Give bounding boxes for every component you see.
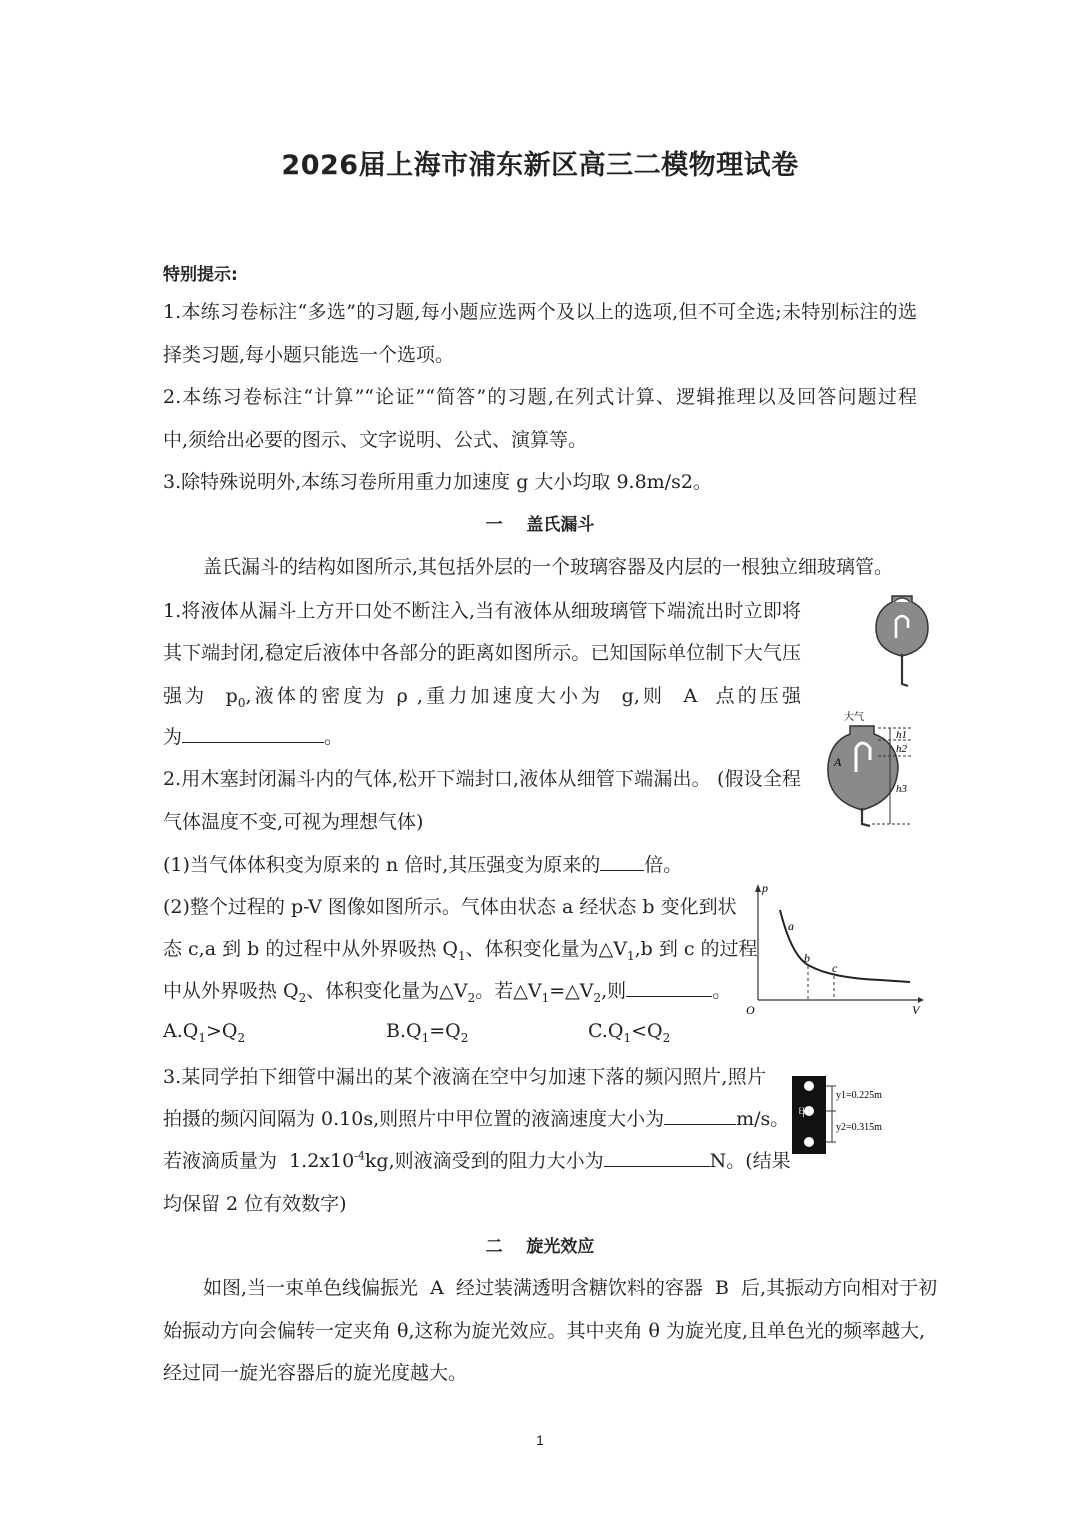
notes-item2-line2: 中,须给出必要的图示、文字说明、公式、演算等。 — [163, 429, 588, 451]
y1-label: y1=0.225m — [836, 1090, 882, 1101]
option-a[interactable]: $A.Q_1>Q_2$ — [163, 1020, 246, 1045]
section1-intro: 盖氏漏斗的结构如图所示,其包括外层的一个玻璃容器及内层的一根独立细玻璃管。 — [203, 556, 894, 578]
jia-label: 甲 — [798, 1107, 809, 1119]
page-number: 1 — [536, 1432, 544, 1448]
state-c-label: c — [832, 961, 838, 975]
q1-line1: 1.将液体从漏斗上方开口处不断注入,当有液体从细玻璃管下端流出时立即将 — [163, 600, 801, 622]
q3-line1: 3.某同学拍下细管中漏出的某个液滴在空中匀加速下落的频闪照片,照片 — [163, 1066, 766, 1088]
q1-line2: 其下端封闭,稳定后液体中各部分的距离如图所示。已知国际单位制下大气压 — [163, 642, 801, 664]
q2-line1: 2.用木塞封闭漏斗内的气体,松开下端封口,液体从细管下端漏出。 (假设全程 — [163, 768, 801, 790]
q3-force-blank[interactable] — [604, 1148, 710, 1167]
v-axis-label: V — [912, 1003, 920, 1017]
h3-label: h3 — [896, 783, 907, 795]
drop-3 — [804, 1137, 814, 1147]
option-c[interactable]: $C.Q_1<Q_2$ — [588, 1020, 671, 1045]
pv-graph — [740, 880, 925, 1020]
option-b[interactable]: $B.Q_1=Q_2$ — [386, 1020, 469, 1045]
notes-heading: 特别提示: — [163, 265, 238, 285]
origin-label: O — [746, 1003, 755, 1017]
section2-line3: 经过同一旋光容器后的旋光度越大。 — [163, 1362, 468, 1384]
strobe-photo-figure — [790, 1074, 920, 1156]
q2-part1: (1)当气体体积变为原来的 n 倍时,其压强变为原来的 倍。 — [163, 854, 683, 876]
q2-part2-line1: (2)整个过程的 p-V 图像如图所示。气体由状态 a 经状态 b 变化到状 — [163, 896, 737, 918]
h2-label: h2 — [896, 743, 907, 755]
state-a-label: a — [788, 919, 794, 933]
q2-part2-answer-blank[interactable] — [626, 978, 712, 997]
q1-line3: 强为 $p_0$,液体的密度为 ρ ,重力加速度大小为 g,则 A 点的压强 — [163, 685, 801, 710]
funnel-small-body — [876, 596, 928, 656]
point-a-label: A — [834, 755, 842, 769]
notes-item2-line1: 2.本练习卷标注“计算”“论证”“简答”的习题,在列式计算、逻辑推理以及回答问题过程 — [163, 386, 917, 408]
q2-part1-answer-blank[interactable] — [600, 852, 644, 871]
q2-line2: 气体温度不变,可视为理想气体) — [163, 811, 424, 833]
q3-line2: 拍摄的频闪间隔为 0.10s,则照片中甲位置的液滴速度大小为 m/s。 — [163, 1108, 790, 1130]
h1-label: h1 — [896, 729, 907, 741]
atm-label: 大气 — [844, 712, 864, 723]
p-axis-label: p — [762, 881, 768, 895]
q2-part2-line3: 中从外界吸热 $Q_2$、体积变化量为$\triangle V_2$。若$\triangle V_1=\triangle V_2$,则 。 — [163, 980, 732, 1005]
section2-heading: 二 旋光效应 — [485, 1237, 595, 1257]
state-b-label: b — [804, 951, 810, 965]
q3-line4: 均保留 2 位有效数字) — [163, 1193, 347, 1215]
q1-line4: 为 。 — [163, 726, 344, 748]
section2-line2: 始振动方向会偏转一定夹角 θ,这称为旋光效应。其中夹角 θ 为旋光度,且单色光的频率越大, — [163, 1320, 926, 1342]
section2-line1: 如图,当一束单色线偏振光 A 经过装满透明含糖饮料的容器 B 后,其振动方向相对于初 — [203, 1277, 938, 1299]
notes-item3: 3.除特殊说明外,本练习卷所用重力加速度 g 大小均取 9.8m/s2。 — [163, 471, 712, 493]
y2-label: y2=0.315m — [836, 1122, 882, 1133]
q3-line3: 若液滴质量为 $1.2x10^{-4}kg$,则液滴受到的阻力大小为 N。(结果 — [163, 1149, 791, 1172]
funnel-labeled-figure — [820, 708, 920, 832]
funnel-small-figure — [870, 588, 940, 698]
notes-item1-line1: 1.本练习卷标注“多选”的习题,每小题应选两个及以上的选项,但不可全选;未特别标注的选 — [163, 301, 917, 323]
q3-velocity-blank[interactable] — [664, 1106, 736, 1125]
q2-part2-line2: 态 c,a 到 b 的过程中从外界吸热 $Q_1$、体积变化量为$\triangle V_1,b$ 到 c 的过程 — [163, 938, 758, 963]
drop-1 — [804, 1081, 814, 1091]
notes-item1-line2: 择类习题,每小题只能选一个选项。 — [163, 344, 455, 366]
pv-curve — [780, 910, 910, 982]
page-title: 2026届上海市浦东新区高三二模物理试卷 — [281, 150, 799, 181]
q1-answer-blank[interactable] — [182, 724, 324, 743]
section1-heading: 一 盖氏漏斗 — [485, 515, 595, 535]
